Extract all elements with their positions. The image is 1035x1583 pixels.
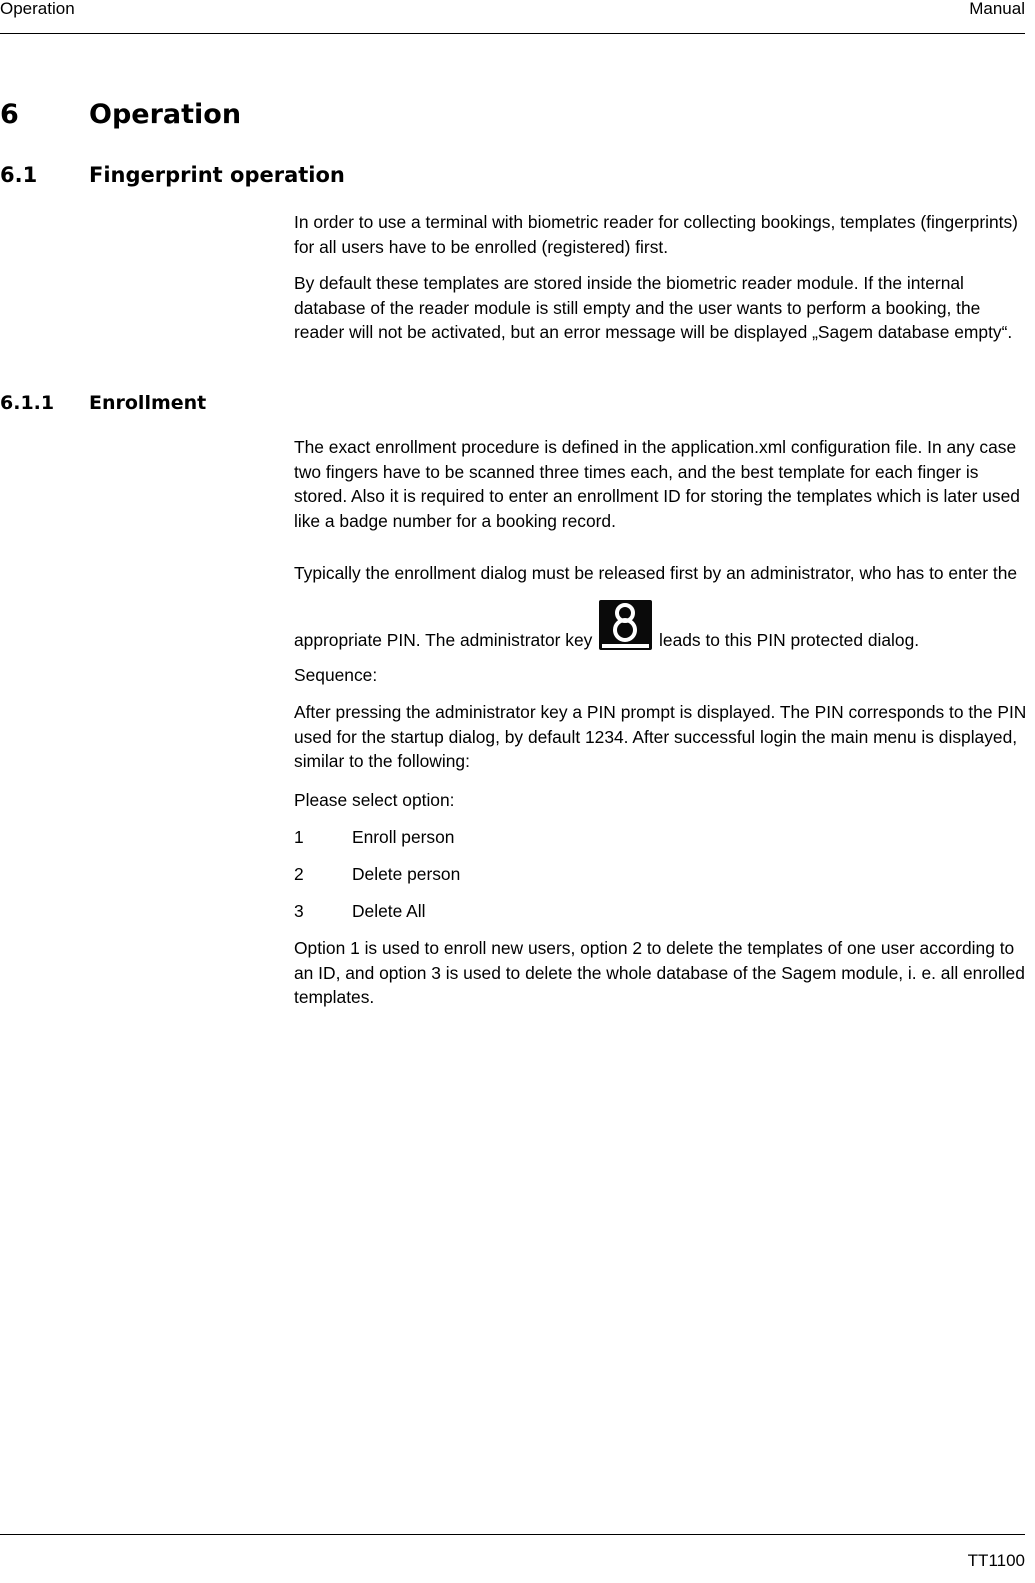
header-right-text: Manual [969, 0, 1025, 18]
header-left-text: Operation [0, 0, 75, 18]
subsubsection-title: Enrollment [89, 392, 207, 414]
paragraph-options-description: Option 1 is used to enroll new users, option 2 to delete the templates of one user according to an ID, and option 3 is used to delete the whole database of the Sagem module, i. e. all enrolled templates. [294, 938, 1025, 1007]
menu-option-label: Delete person [352, 864, 461, 884]
page-header [0, 0, 1025, 34]
footer-right-text: TT1100 [967, 1551, 1025, 1570]
menu-option-label: Enroll person [352, 827, 455, 847]
section-number: 6 [0, 99, 19, 130]
admin-key-text-after: leads to this PIN protected dialog. [659, 630, 920, 650]
paragraph-intro: In order to use a terminal with biometric reader for collecting bookings, templates (fingerprints) for all users have to be enrolled (registered) first. [294, 212, 1018, 257]
sequence-label: Sequence: [294, 665, 378, 685]
menu-option-number: 3 [294, 901, 304, 921]
subsection-number: 6.1 [0, 163, 38, 187]
menu-option-number: 2 [294, 864, 304, 884]
section-title: Operation [89, 99, 242, 130]
paragraph-default-storage: By default these templates are stored inside the biometric reader module. If the internal database of the reader module is still empty and the user wants to perform a booking, the reader will not be activated, but an error message will be displayed „Sagem database empty“. [294, 273, 1013, 342]
paragraph-pin-prompt: After pressing the administrator key a PIN prompt is displayed. The PIN corresponds to the PIN used for the startup dialog, by default 1234. After successful login the main menu is displayed, similar to the following: [294, 702, 1027, 771]
administrator-key-icon [599, 600, 652, 650]
paragraph-admin-key [294, 547, 1029, 667]
page-footer [0, 1534, 1025, 1570]
admin-key-text-before: Typically the enrollment dialog must be released first by an administrator, who has to enter the appropriate PIN. The administrator key [294, 563, 1018, 650]
paragraph-enrollment-procedure: The exact enrollment procedure is defined in the application.xml configuration file. In any case two fingers have to be scanned three times each, and the best template for each finger is stored. Also it is required to enter an enrollment ID for storing the templates which is later used like a badge number for a booking record. [294, 437, 1020, 531]
menu-prompt: Please select option: [294, 790, 455, 810]
menu-option-label: Delete All [352, 901, 426, 921]
subsection-title: Fingerprint operation [89, 163, 345, 187]
subsubsection-number: 6.1.1 [0, 392, 55, 414]
menu-option-number: 1 [294, 827, 304, 847]
